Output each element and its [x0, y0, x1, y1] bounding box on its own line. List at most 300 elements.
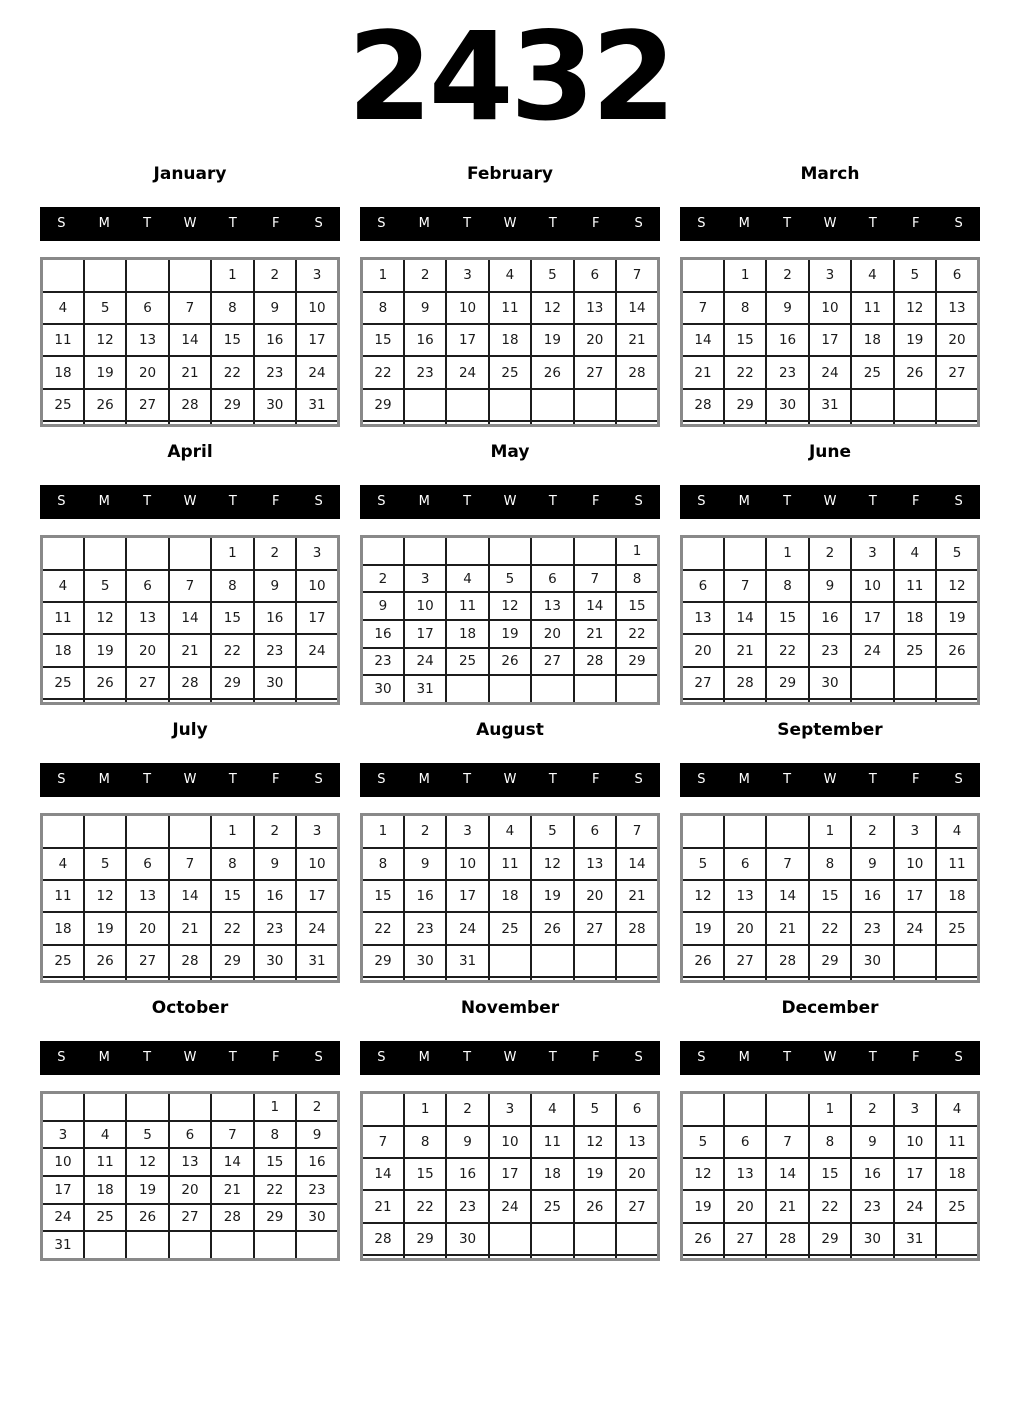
day-cell: 3	[404, 565, 446, 593]
day-cell: 19	[682, 1190, 724, 1222]
day-cell: 8	[362, 292, 404, 324]
day-cell: 24	[296, 912, 338, 944]
day-cell: 9	[254, 570, 296, 602]
week-row	[42, 1148, 339, 1176]
day-cell: 28	[724, 667, 766, 699]
day-cell	[936, 667, 978, 699]
day-cell	[362, 977, 404, 982]
day-cell	[724, 421, 766, 426]
day-cell: 1	[809, 1093, 851, 1126]
day-cell: 28	[616, 356, 658, 388]
day-cell: 5	[936, 537, 978, 570]
day-cell: 22	[362, 912, 404, 944]
day-cell: 2	[404, 259, 446, 292]
day-cell: 4	[42, 292, 84, 324]
day-cell: 21	[574, 620, 616, 648]
day-cell: 3	[809, 259, 851, 292]
week-row	[362, 1093, 659, 1126]
day-cell: 27	[126, 945, 168, 977]
day-cell: 14	[362, 1158, 404, 1190]
day-cell: 29	[362, 945, 404, 977]
day-cell	[531, 977, 573, 982]
day-cell: 28	[169, 389, 211, 421]
day-cell: 2	[296, 1093, 338, 1121]
weekday-label: W	[823, 216, 837, 231]
day-cell: 18	[936, 880, 978, 912]
day-cell: 10	[489, 1126, 531, 1158]
weekday-label: W	[183, 1050, 197, 1065]
day-cell: 8	[809, 848, 851, 880]
day-cell	[489, 421, 531, 426]
week-row	[42, 602, 339, 634]
weekday-header-row	[40, 485, 340, 519]
week-row	[42, 667, 339, 699]
day-cell: 25	[489, 356, 531, 388]
day-cell	[446, 1255, 488, 1260]
day-cell: 5	[84, 848, 126, 880]
day-cell: 22	[254, 1176, 296, 1204]
day-cell: 19	[531, 880, 573, 912]
day-cell: 17	[42, 1176, 84, 1204]
weekday-label: T	[868, 216, 877, 231]
day-cell: 13	[531, 592, 573, 620]
day-cell: 13	[724, 1158, 766, 1190]
day-cell: 4	[936, 1093, 978, 1126]
day-cell: 27	[574, 356, 616, 388]
day-cell	[531, 1223, 573, 1255]
day-cell: 21	[616, 880, 658, 912]
day-cell: 28	[616, 912, 658, 944]
day-cell: 15	[724, 324, 766, 356]
day-cell: 4	[936, 815, 978, 848]
weekday-header-row	[360, 763, 660, 797]
day-cell: 27	[936, 356, 978, 388]
weekday-label: S	[634, 494, 643, 509]
day-cell: 22	[766, 634, 808, 666]
day-cell: 16	[851, 880, 893, 912]
month-title: July	[172, 720, 208, 740]
day-cell: 19	[84, 634, 126, 666]
week-row	[42, 356, 339, 388]
week-row	[682, 421, 979, 426]
day-cell	[894, 1255, 936, 1260]
weekday-label: S	[377, 772, 386, 787]
day-cell	[724, 699, 766, 704]
week-row	[362, 565, 659, 593]
weekday-label: S	[377, 216, 386, 231]
day-cell: 2	[404, 815, 446, 848]
day-cell: 20	[126, 634, 168, 666]
day-cell: 23	[766, 356, 808, 388]
weekday-label: W	[823, 772, 837, 787]
day-cell: 20	[574, 324, 616, 356]
weekday-label: W	[183, 772, 197, 787]
weekday-label: F	[591, 772, 600, 787]
day-cell: 9	[254, 292, 296, 324]
day-cell: 18	[42, 356, 84, 388]
day-cell: 11	[531, 1126, 573, 1158]
day-cell: 3	[296, 815, 338, 848]
day-cell: 28	[169, 667, 211, 699]
weekday-header-row	[680, 1041, 980, 1075]
day-cell: 30	[362, 675, 404, 703]
weekday-label: S	[57, 1050, 66, 1065]
day-cell: 13	[936, 292, 978, 324]
day-cell: 25	[851, 356, 893, 388]
weekday-label: W	[503, 494, 517, 509]
day-cell: 8	[254, 1121, 296, 1149]
day-cell: 25	[42, 667, 84, 699]
weekday-label: S	[954, 772, 963, 787]
weekday-label: T	[228, 772, 237, 787]
day-cell: 29	[211, 667, 253, 699]
day-cell	[84, 699, 126, 704]
month-title: April	[167, 442, 213, 462]
weekday-label: S	[697, 1050, 706, 1065]
day-cell: 7	[724, 570, 766, 602]
day-cell: 24	[489, 1190, 531, 1222]
day-cell	[169, 259, 211, 292]
day-cell: 10	[296, 848, 338, 880]
day-cell: 27	[724, 945, 766, 977]
day-cell	[254, 977, 296, 982]
week-row	[42, 259, 339, 292]
day-cell: 24	[809, 356, 851, 388]
day-cell	[809, 421, 851, 426]
week-row	[682, 259, 979, 292]
day-cell	[84, 421, 126, 426]
day-cell: 29	[211, 945, 253, 977]
day-cell	[936, 1255, 978, 1260]
day-cell: 14	[766, 880, 808, 912]
day-cell	[489, 977, 531, 982]
day-cell	[682, 977, 724, 982]
day-cell: 16	[296, 1148, 338, 1176]
day-cell: 23	[809, 634, 851, 666]
day-cell: 2	[254, 537, 296, 570]
weekday-label: S	[377, 1050, 386, 1065]
month-block	[40, 160, 340, 427]
day-cell: 7	[766, 1126, 808, 1158]
day-cell: 28	[362, 1223, 404, 1255]
day-cell	[126, 259, 168, 292]
month-block	[680, 438, 980, 705]
day-cell: 15	[809, 880, 851, 912]
week-row	[362, 356, 659, 388]
day-cell: 12	[894, 292, 936, 324]
day-cell: 19	[682, 912, 724, 944]
day-cell: 4	[42, 570, 84, 602]
day-cell: 26	[574, 1190, 616, 1222]
day-cell: 5	[531, 815, 573, 848]
month-grid	[360, 813, 660, 983]
day-cell: 13	[126, 880, 168, 912]
day-cell: 23	[851, 1190, 893, 1222]
week-row	[362, 815, 659, 848]
weekday-label: T	[868, 772, 877, 787]
day-cell	[574, 977, 616, 982]
weekday-label: T	[228, 1050, 237, 1065]
day-cell: 25	[42, 389, 84, 421]
day-cell: 26	[489, 648, 531, 676]
week-row	[42, 912, 339, 944]
day-cell: 17	[446, 880, 488, 912]
day-cell: 28	[682, 389, 724, 421]
day-cell	[42, 699, 84, 704]
day-cell	[126, 977, 168, 982]
day-cell: 6	[724, 1126, 766, 1158]
week-row	[682, 815, 979, 848]
weekday-label: F	[911, 772, 920, 787]
day-cell	[766, 977, 808, 982]
day-cell: 11	[42, 324, 84, 356]
day-cell: 20	[126, 912, 168, 944]
day-cell	[126, 421, 168, 426]
day-cell: 26	[126, 1204, 168, 1232]
weekday-label: S	[634, 772, 643, 787]
day-cell	[616, 1223, 658, 1255]
day-cell: 7	[766, 848, 808, 880]
day-cell	[936, 977, 978, 982]
weekday-label: T	[143, 216, 152, 231]
day-cell	[682, 1093, 724, 1126]
day-cell: 1	[724, 259, 766, 292]
day-cell: 8	[211, 292, 253, 324]
day-cell: 21	[766, 1190, 808, 1222]
day-cell	[936, 945, 978, 977]
weekday-header-row	[360, 207, 660, 241]
weekday-label: T	[783, 772, 792, 787]
week-row	[362, 912, 659, 944]
weekday-label: S	[314, 494, 323, 509]
month-block	[360, 438, 660, 705]
day-cell: 16	[254, 324, 296, 356]
week-row	[682, 945, 979, 977]
day-cell: 27	[169, 1204, 211, 1232]
day-cell: 24	[296, 634, 338, 666]
week-row	[362, 292, 659, 324]
weekday-label: F	[911, 216, 920, 231]
week-row	[362, 880, 659, 912]
day-cell	[766, 815, 808, 848]
day-cell: 23	[446, 1190, 488, 1222]
day-cell: 18	[936, 1158, 978, 1190]
day-cell: 5	[894, 259, 936, 292]
day-cell: 10	[404, 592, 446, 620]
day-cell: 3	[446, 815, 488, 848]
week-row	[362, 259, 659, 292]
day-cell: 22	[211, 356, 253, 388]
weekday-label: T	[463, 772, 472, 787]
day-cell: 23	[296, 1176, 338, 1204]
day-cell: 21	[362, 1190, 404, 1222]
day-cell: 22	[211, 912, 253, 944]
week-row	[682, 667, 979, 699]
day-cell: 2	[254, 815, 296, 848]
day-cell: 3	[296, 537, 338, 570]
week-row	[42, 634, 339, 666]
day-cell	[531, 945, 573, 977]
day-cell: 2	[851, 1093, 893, 1126]
day-cell: 19	[574, 1158, 616, 1190]
day-cell: 31	[296, 389, 338, 421]
day-cell: 29	[362, 389, 404, 421]
month-block	[360, 716, 660, 983]
day-cell: 9	[766, 292, 808, 324]
day-cell: 2	[766, 259, 808, 292]
day-cell: 25	[531, 1190, 573, 1222]
day-cell: 6	[616, 1093, 658, 1126]
day-cell: 25	[446, 648, 488, 676]
weekday-label: W	[183, 494, 197, 509]
day-cell: 21	[211, 1176, 253, 1204]
day-cell: 13	[724, 880, 766, 912]
day-cell: 21	[766, 912, 808, 944]
day-cell	[809, 977, 851, 982]
day-cell: 5	[682, 848, 724, 880]
day-cell	[489, 945, 531, 977]
day-cell: 29	[809, 1223, 851, 1255]
weekday-label: M	[738, 216, 750, 231]
weekday-label: F	[591, 1050, 600, 1065]
day-cell: 10	[446, 292, 488, 324]
day-cell	[169, 421, 211, 426]
month-title: October	[151, 998, 229, 1018]
week-row	[682, 1190, 979, 1222]
weekday-label: T	[463, 494, 472, 509]
day-cell: 19	[84, 912, 126, 944]
month-grid	[40, 535, 340, 705]
day-cell	[42, 977, 84, 982]
day-cell	[936, 699, 978, 704]
day-cell: 14	[766, 1158, 808, 1190]
day-cell: 8	[211, 848, 253, 880]
day-cell: 15	[616, 592, 658, 620]
day-cell: 11	[936, 848, 978, 880]
day-cell: 29	[254, 1204, 296, 1232]
day-cell: 22	[809, 912, 851, 944]
day-cell: 14	[169, 324, 211, 356]
week-row	[682, 634, 979, 666]
week-row	[362, 648, 659, 676]
week-row	[42, 537, 339, 570]
day-cell: 5	[84, 570, 126, 602]
week-row	[362, 421, 659, 426]
day-cell: 1	[211, 259, 253, 292]
month-grid	[360, 535, 660, 705]
day-cell: 14	[724, 602, 766, 634]
day-cell: 8	[724, 292, 766, 324]
day-cell: 16	[254, 602, 296, 634]
day-cell: 31	[809, 389, 851, 421]
day-cell	[169, 977, 211, 982]
day-cell: 1	[254, 1093, 296, 1121]
day-cell: 24	[894, 912, 936, 944]
day-cell: 9	[404, 292, 446, 324]
day-cell: 12	[531, 292, 573, 324]
day-cell	[296, 977, 338, 982]
day-cell	[169, 537, 211, 570]
month-grid	[680, 1091, 980, 1261]
day-cell: 18	[42, 634, 84, 666]
day-cell	[446, 389, 488, 421]
day-cell: 13	[169, 1148, 211, 1176]
day-cell: 23	[404, 356, 446, 388]
day-cell: 25	[489, 912, 531, 944]
weekday-label: S	[57, 772, 66, 787]
day-cell: 7	[616, 259, 658, 292]
weekday-label: W	[183, 216, 197, 231]
weekday-label: W	[823, 494, 837, 509]
day-cell: 4	[489, 259, 531, 292]
week-row	[42, 324, 339, 356]
week-row	[42, 699, 339, 704]
day-cell: 2	[362, 565, 404, 593]
day-cell: 26	[84, 945, 126, 977]
week-row	[682, 1255, 979, 1260]
weekday-label: S	[634, 1050, 643, 1065]
day-cell: 7	[616, 815, 658, 848]
day-cell: 18	[489, 880, 531, 912]
day-cell: 7	[169, 570, 211, 602]
day-cell: 2	[851, 815, 893, 848]
week-row	[42, 1204, 339, 1232]
weekday-label: T	[143, 494, 152, 509]
day-cell: 17	[296, 324, 338, 356]
day-cell	[531, 421, 573, 426]
day-cell: 30	[254, 389, 296, 421]
day-cell: 31	[894, 1223, 936, 1255]
day-cell: 26	[936, 634, 978, 666]
weekday-label: T	[548, 772, 557, 787]
day-cell	[489, 1223, 531, 1255]
day-cell: 7	[169, 848, 211, 880]
day-cell: 14	[211, 1148, 253, 1176]
weekday-label: S	[954, 494, 963, 509]
day-cell: 29	[616, 648, 658, 676]
day-cell: 15	[766, 602, 808, 634]
weekday-label: S	[954, 216, 963, 231]
day-cell: 9	[809, 570, 851, 602]
day-cell: 15	[809, 1158, 851, 1190]
day-cell	[296, 699, 338, 704]
day-cell: 27	[126, 389, 168, 421]
day-cell: 22	[809, 1190, 851, 1222]
week-row	[42, 848, 339, 880]
day-cell: 25	[936, 912, 978, 944]
month-title: March	[800, 164, 860, 184]
day-cell: 11	[489, 292, 531, 324]
day-cell: 24	[894, 1190, 936, 1222]
day-cell: 6	[531, 565, 573, 593]
day-cell	[894, 945, 936, 977]
day-cell	[851, 1255, 893, 1260]
day-cell: 29	[724, 389, 766, 421]
weekday-label: S	[697, 216, 706, 231]
day-cell: 22	[362, 356, 404, 388]
month-block	[680, 994, 980, 1261]
week-row	[42, 1176, 339, 1204]
day-cell: 13	[126, 324, 168, 356]
day-cell	[84, 977, 126, 982]
day-cell	[489, 389, 531, 421]
day-cell	[42, 421, 84, 426]
day-cell: 27	[126, 667, 168, 699]
day-cell: 20	[936, 324, 978, 356]
weekday-label: M	[738, 494, 750, 509]
weekday-label: T	[868, 1050, 877, 1065]
day-cell: 29	[766, 667, 808, 699]
